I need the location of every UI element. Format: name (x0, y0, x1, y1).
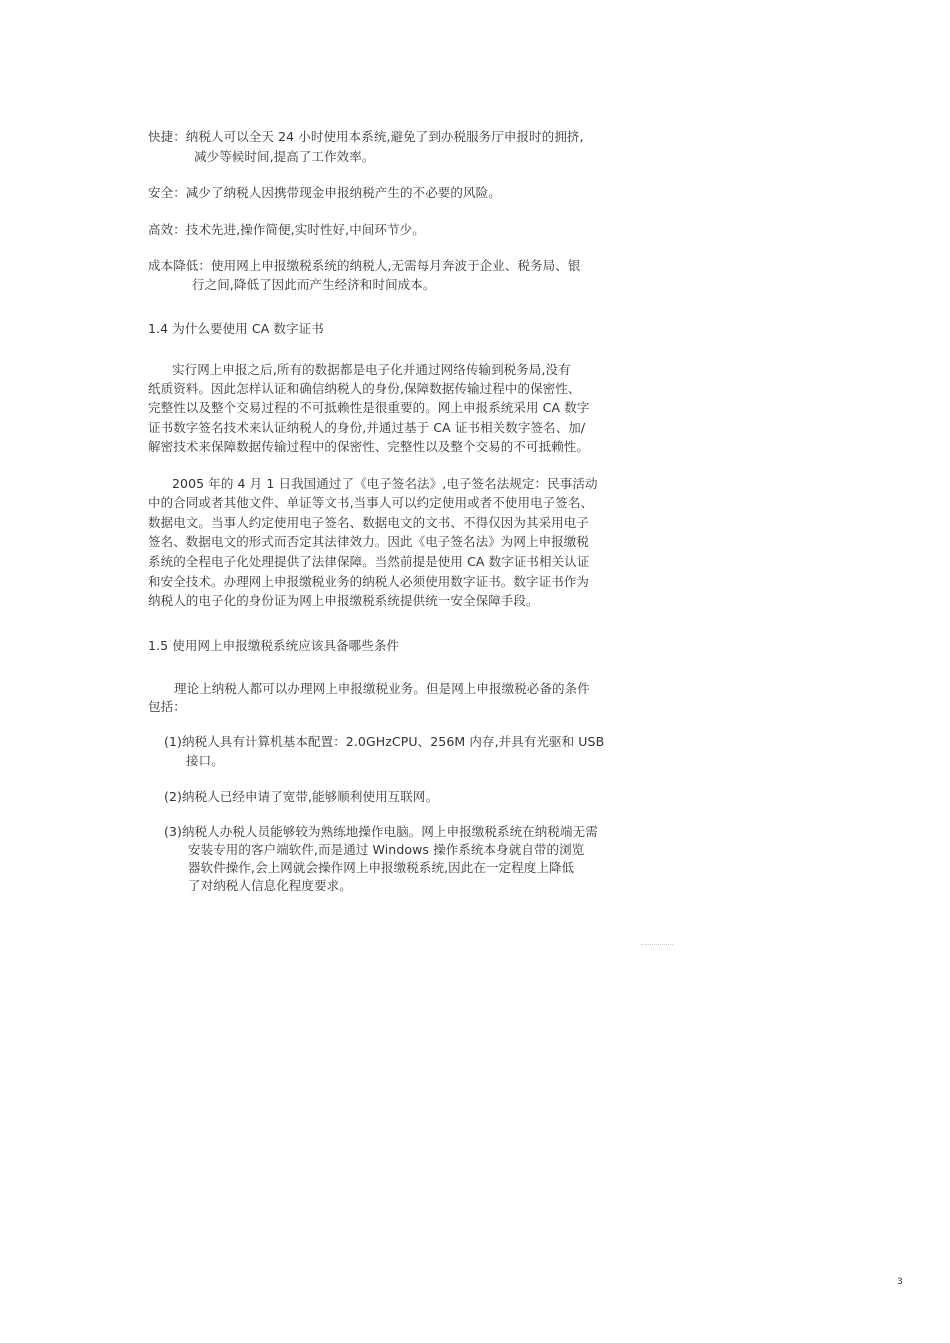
text-line: 2005 年的 4 月 1 日我国通过了《电子签名法》,电子签名法规定：民事活动 (172, 476, 598, 491)
page-number: 3 (897, 1277, 903, 1287)
list-item-continuation: 接口。 (186, 753, 224, 768)
section-heading: 1.5 使用网上申报缴税系统应该具备哪些条件 (148, 638, 400, 653)
text-line: 和安全技术。办理网上申报缴税业务的纳税人必须使用数字证书。数字证书作为 (148, 574, 590, 589)
text-line: 中的合同或者其他文件、单证等文书,当事人可以约定使用或者不使用电子签名、 (148, 495, 594, 510)
text-line: 解密技术来保障数据传输过程中的保密性、完整性以及整个交易的不可抵赖性。 (148, 439, 590, 454)
list-item-continuation: 安装专用的客户端软件,而是通过 Windows 操作系统本身就自带的浏览 (188, 842, 585, 857)
text-line: 理论上纳税人都可以办理网上申报缴税业务。但是网上申报缴税必备的条件 (174, 681, 590, 696)
text-line: 完整性以及整个交易过程的不可抵赖性是很重要的。网上申报系统采用 CA 数字 (148, 400, 590, 415)
list-item: (2)纳税人已经申请了宽带,能够顺利使用互联网。 (164, 789, 439, 804)
text-line: 高效：技术先进,操作简便,实时性好,中间环节少。 (148, 222, 425, 237)
text-line: 包括： (148, 699, 186, 714)
text-line: 快捷：纳税人可以全天 24 小时使用本系统,避免了到办税服务厅申报时的拥挤, (148, 129, 584, 144)
list-item: (3)纳税人办税人员能够较为熟练地操作电脑。网上申报缴税系统在纳税端无需 (164, 824, 598, 839)
text-line: 安全：减少了纳税人因携带现金申报纳税产生的不必要的风险。 (148, 185, 501, 200)
dotted-mark (641, 944, 673, 945)
text-line: 行之间,降低了因此而产生经济和时间成本。 (192, 277, 436, 292)
text-line: 数据电文。当事人约定使用电子签名、数据电文的文书、不得仅因为其采用电子 (148, 515, 590, 530)
section-heading: 1.4 为什么要使用 CA 数字证书 (148, 321, 324, 336)
text-line: 实行网上申报之后,所有的数据都是电子化并通过网络传输到税务局,没有 (172, 362, 571, 377)
text-line: 证书数字签名技术来认证纳税人的身份,并通过基于 CA 证书相关数字签名、加/ (148, 420, 586, 435)
text-line: 系统的全程电子化处理提供了法律保障。当然前提是使用 CA 数字证书相关认证 (148, 554, 590, 569)
text-line: 纳税人的电子化的身份证为网上申报缴税系统提供统一安全保障手段。 (148, 593, 539, 608)
text-line: 成本降低：使用网上申报缴税系统的纳税人,无需每月奔波于企业、税务局、银 (148, 258, 581, 273)
list-item-continuation: 了对纳税人信息化程度要求。 (188, 878, 352, 893)
list-item: (1)纳税人具有计算机基本配置：2.0GHzCPU、256M 内存,并具有光驱和 USB (164, 734, 605, 749)
text-line: 纸质资料。因此怎样认证和确信纳税人的身份,保障数据传输过程中的保密性、 (148, 381, 581, 396)
text-line: 签名、数据电文的形式而否定其法律效力。因此《电子签名法》为网上申报缴税 (148, 534, 590, 549)
text-line: 减少等候时间,提高了工作效率。 (194, 149, 375, 164)
list-item-continuation: 器软件操作,会上网就会操作网上申报缴税系统,因此在一定程度上降低 (188, 860, 575, 875)
